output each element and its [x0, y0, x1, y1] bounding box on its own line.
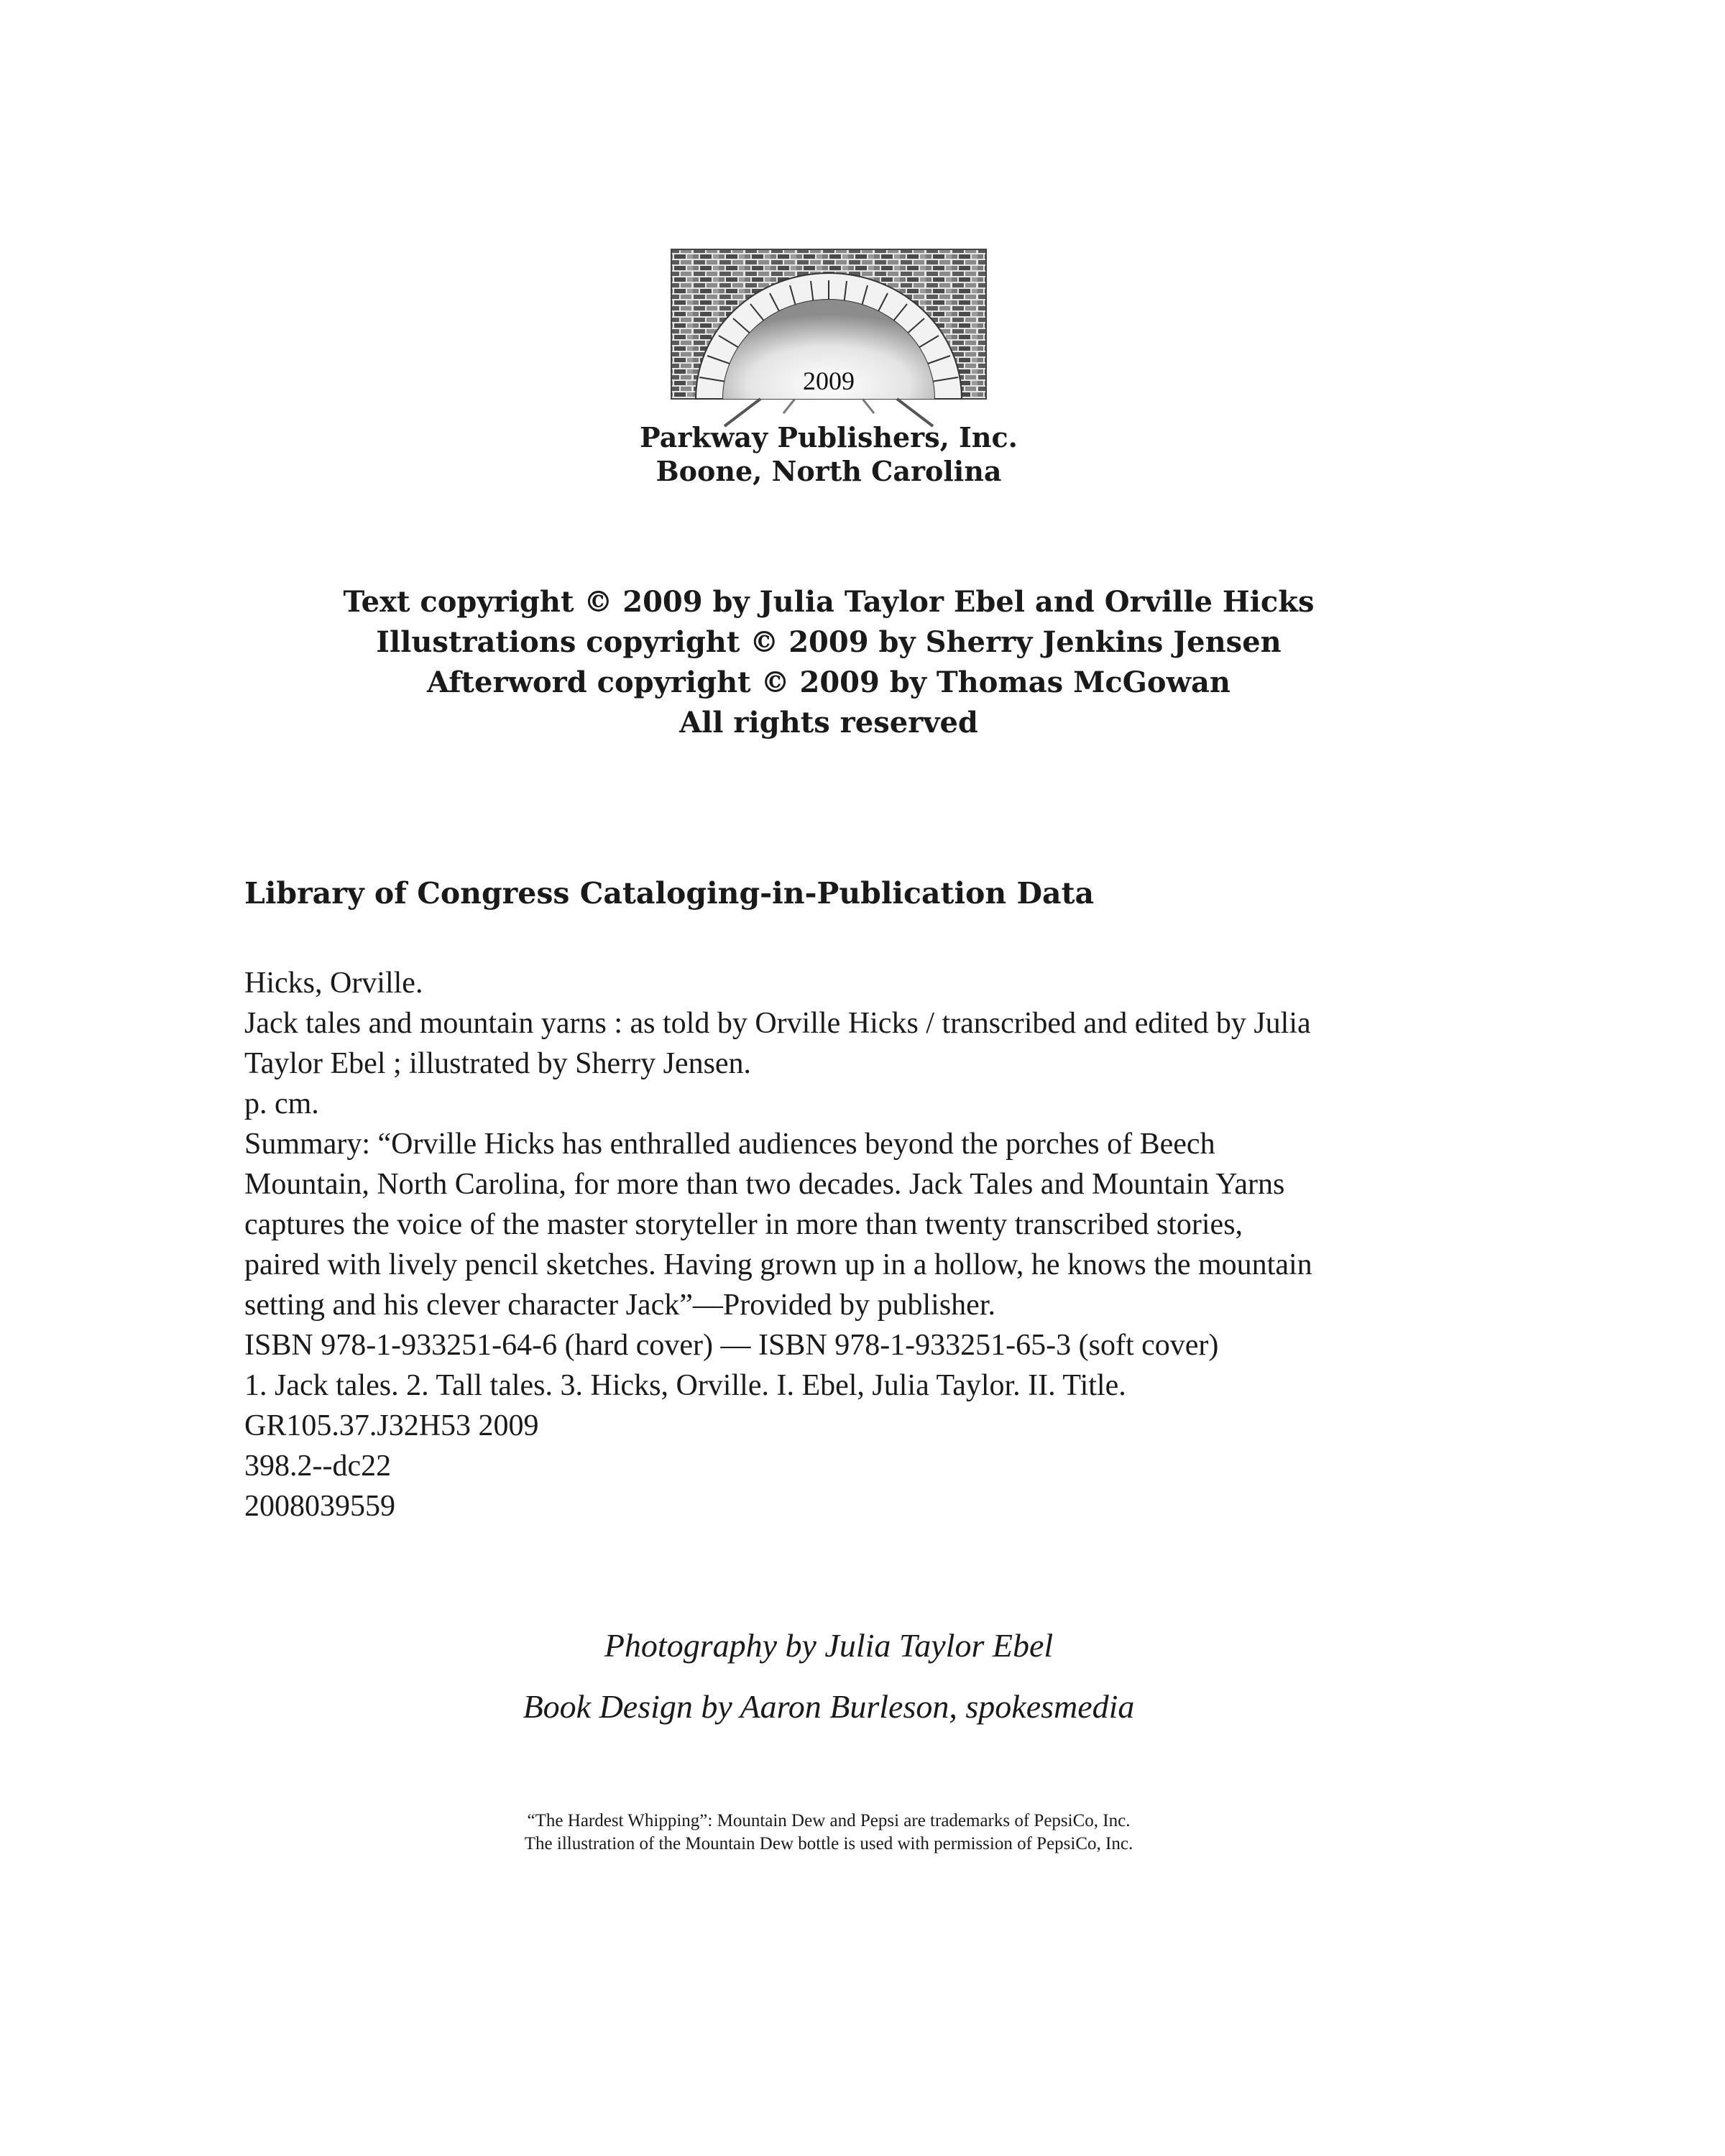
design-credit: Book Design by Aaron Burleson, spokesmedia [523, 1688, 1135, 1725]
cip-heading: Library of Congress Cataloging-in-Publication Data [244, 876, 1095, 911]
copyright-line: Text copyright © 2009 by Julia Taylor Ebel and Orville Hicks [343, 585, 1315, 619]
logo-year: 2009 [803, 367, 855, 395]
copyright-line: All rights reserved [679, 706, 978, 740]
cip-line: ISBN 978-1-933251-64-6 (hard cover) — ISBN 978-1-933251-65-3 (soft cover) [244, 1329, 1219, 1362]
cip-line: p. cm. [244, 1087, 319, 1120]
cip-line: 398.2--dc22 [244, 1450, 392, 1483]
publisher-name: Parkway Publishers, Inc. [640, 421, 1018, 453]
cip-line: 1. Jack tales. 2. Tall tales. 3. Hicks, Orville. I. Ebel, Julia Taylor. II. Title. [244, 1369, 1126, 1402]
publisher-location: Boone, North Carolina [656, 455, 1002, 487]
cip-line: Mountain, North Carolina, for more than two decades. Jack Tales and Mountain Yarns [244, 1168, 1285, 1201]
cip-line: Summary: “Orville Hicks has enthralled audiences beyond the porches of Beech [244, 1128, 1215, 1161]
copyright-line: Afterword copyright © 2009 by Thomas McGowan [426, 665, 1231, 699]
trademark-line: “The Hardest Whipping”: Mountain Dew and Pepsi are trademarks of PepsiCo, Inc. [527, 1811, 1131, 1830]
cip-line: Hicks, Orville. [244, 967, 423, 1000]
publisher-logo [667, 248, 990, 428]
trademark-line: The illustration of the Mountain Dew bottle is used with permission of PepsiCo, Inc. [524, 1834, 1133, 1853]
copyright-block [0, 582, 1657, 743]
cip-line: captures the voice of the master storyteller in more than twenty transcribed stories, [244, 1208, 1243, 1241]
cip-line: 2008039559 [244, 1490, 395, 1523]
cip-line: Jack tales and mountain yarns : as told by Orville Hicks / transcribed and edited by Julia [244, 1007, 1311, 1040]
cip-record [244, 963, 1481, 1526]
cip-line: paired with lively pencil sketches. Having grown up in a hollow, he knows the mountain [244, 1248, 1312, 1281]
copyright-line: Illustrations copyright © 2009 by Sherry Jenkins Jensen [376, 625, 1282, 659]
cip-line: setting and his clever character Jack”—Provided by publisher. [244, 1289, 995, 1322]
cip-line: Taylor Ebel ; illustrated by Sherry Jensen. [244, 1047, 752, 1080]
cip-line: GR105.37.J32H53 2009 [244, 1409, 539, 1442]
photography-credit: Photography by Julia Taylor Ebel [604, 1627, 1054, 1664]
trademark-notice [0, 1810, 1657, 1856]
